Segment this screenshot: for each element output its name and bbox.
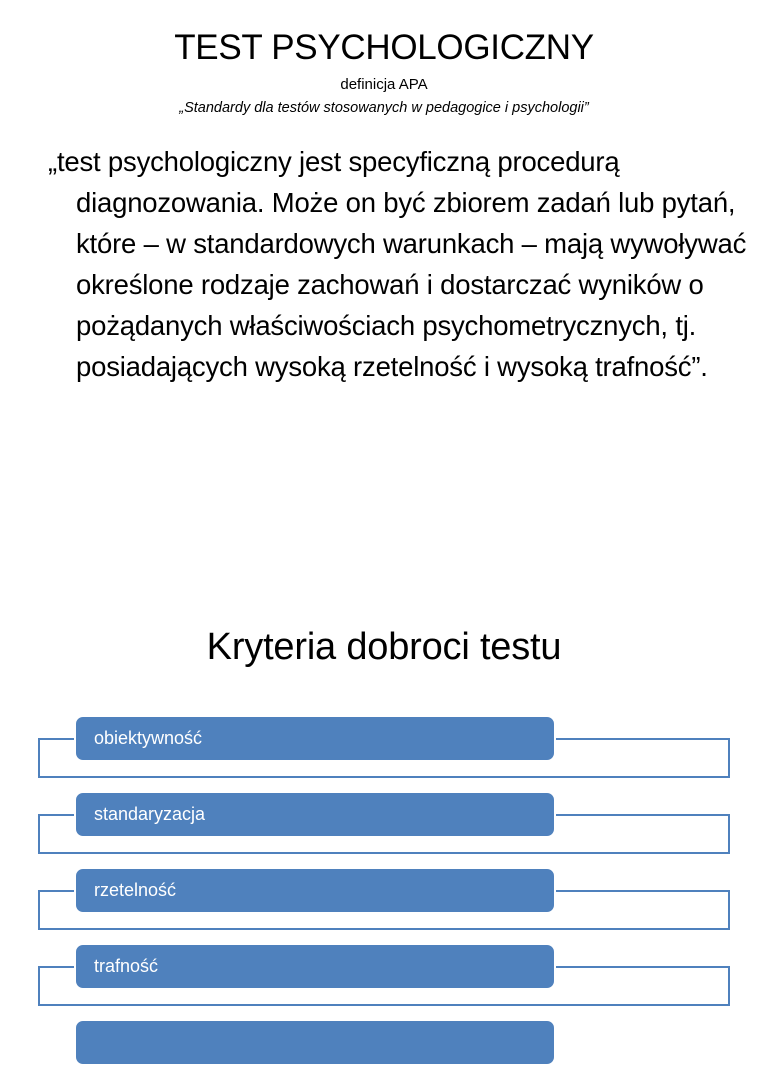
criteria-item [0, 867, 768, 939]
slide-subtitle: definicja APA [340, 76, 428, 93]
criteria-item-label: standaryzacja [74, 791, 556, 838]
definition-quote: „test psychologiczny jest specyficzną procedurą diagnozowania. Może on być zbiorem zadań lub pytań, które – w standardowych warunkach – mają wywoływać określone rodzaje zachowań i dostarczać wyników o pożądanych właściwościach psychometrycznych, tj. posiadających wysoką rzetelność i wysoką trafność”. [48, 146, 747, 382]
source-citation: „Standardy dla testów stosowanych w pedagogice i psychologii” [179, 100, 589, 116]
criteria-item-label: trafność [74, 943, 556, 990]
criteria-item [0, 791, 768, 863]
slide-title: TEST PSYCHOLOGICZNY [174, 28, 594, 67]
criteria-item [0, 943, 768, 1015]
criteria-item-label [74, 1019, 556, 1066]
criteria-item [0, 1019, 768, 1091]
criteria-item-label: rzetelność [74, 867, 556, 914]
criteria-item [0, 715, 768, 787]
criteria-title: Kryteria dobroci testu [206, 626, 562, 668]
criteria-item-label: obiektywność [74, 715, 556, 762]
